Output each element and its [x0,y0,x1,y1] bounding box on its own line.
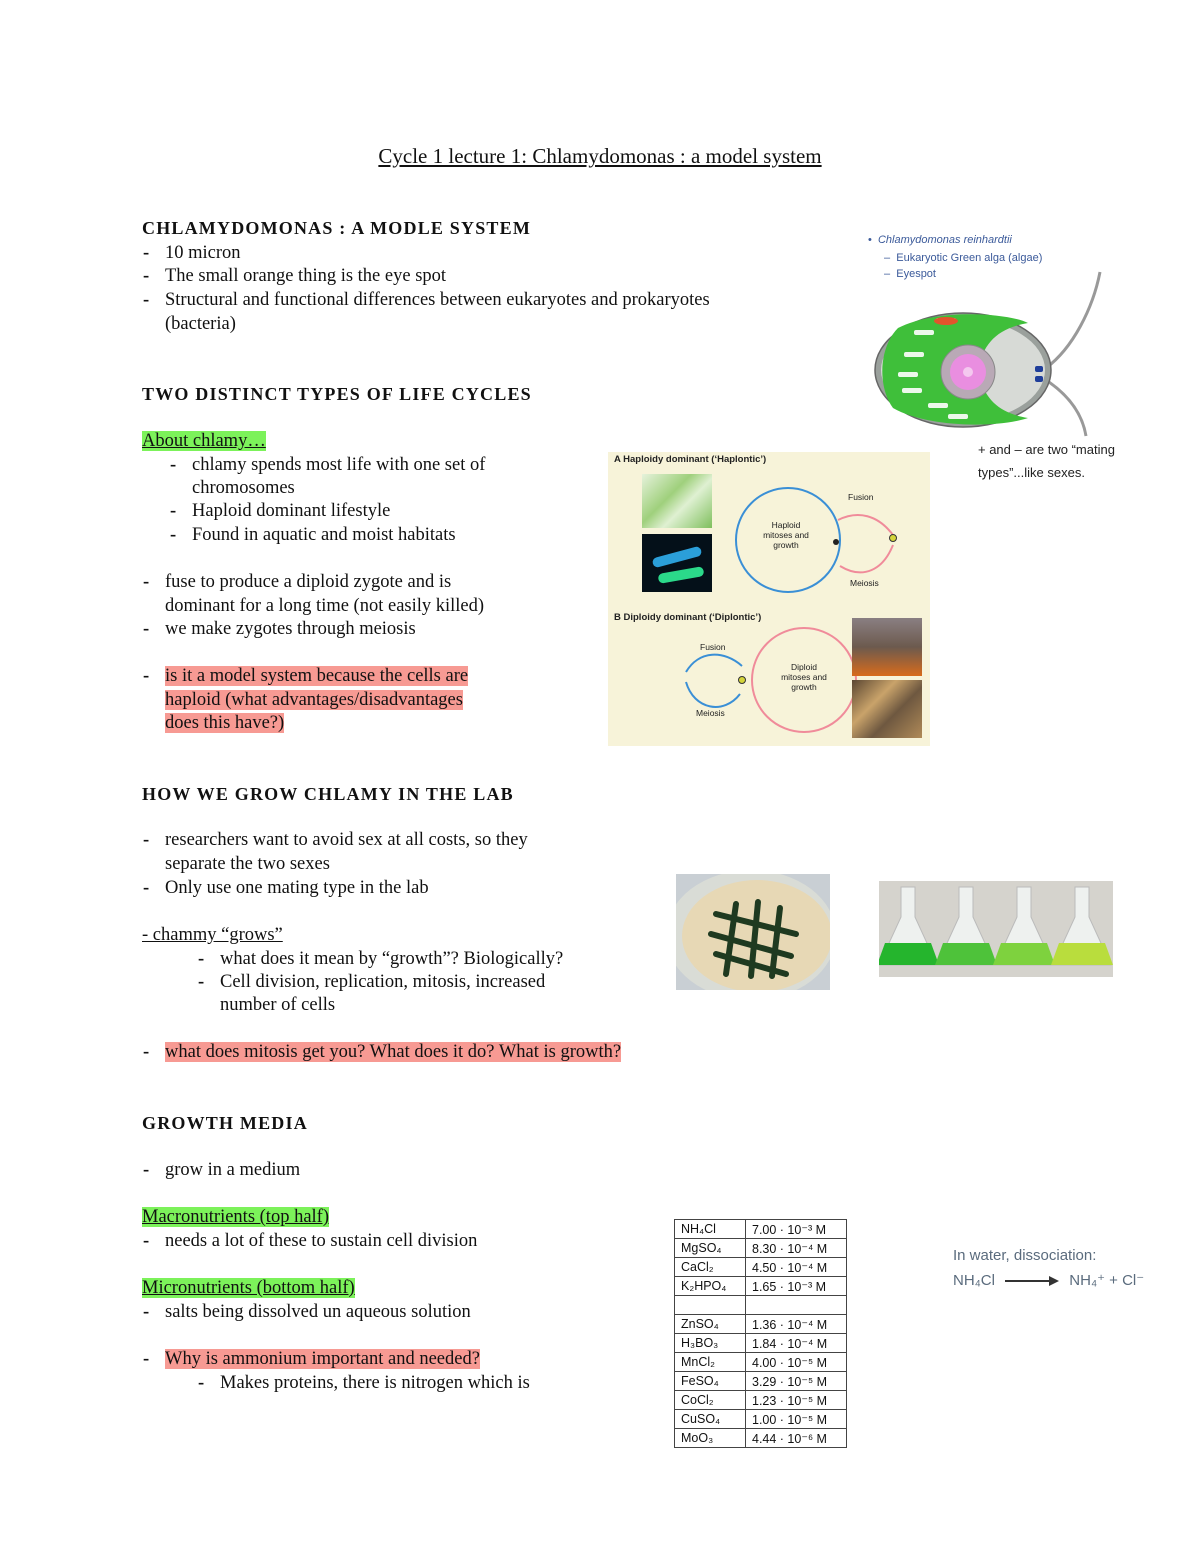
arrow-icon [1005,1273,1059,1290]
bullet-item: - grow in a medium [165,1159,300,1183]
question-highlight: haploid (what advantages/disadvantages [165,690,463,710]
section-heading-grow-chlamy: HOW WE GROW CHLAMY IN THE LAB [142,784,514,804]
sub-bullet-continuation: number of cells [220,995,336,1015]
question-highlight: does this have?) [165,713,285,733]
bullet-item: - Structural and functional differences between eukaryotes and prokaryotes [165,289,710,313]
diplontic-label: B Diploidy dominant (‘Diplontic’) [614,612,762,623]
dissociation-equation [953,1271,1144,1290]
sub-bullet: - Makes proteins, there is nitrogen which is [220,1372,530,1396]
compound-cell: H₃BO₃ [675,1334,746,1353]
compound-cell: K₂HPO₄ [675,1277,746,1296]
sub-bullet: - chlamy spends most life with one set of [192,454,485,478]
table-row [675,1372,847,1391]
table-row [675,1239,847,1258]
flasks-drawing [879,881,1113,977]
macronutrients-label: Macronutrients (top half) [142,1207,329,1227]
table-row [675,1353,847,1372]
diplontic-meiosis-label: Meiosis [696,708,725,718]
dissociation-reactant: NH₄Cl [953,1272,995,1289]
compound-cell: CoCl₂ [675,1391,746,1410]
table-row [675,1410,847,1429]
question-highlight: Why is ammonium important and needed? [165,1349,480,1369]
concentration-cell: 1.36 · 10⁻⁴ M [746,1315,847,1334]
concentration-cell: 7.00 · 10⁻³ M [746,1220,847,1239]
figure-chlamy-label-alga: – Eukaryotic Green alga (algae) [884,252,1043,264]
compound-cell [675,1296,746,1315]
chammy-grows-label: - chammy “grows” [142,925,283,945]
bullet-item: - Only use one mating type in the lab [165,877,429,901]
bullet-item: - 10 micron [165,242,241,266]
question-highlight: is it a model system because the cells are [165,666,469,686]
section-heading-life-cycles: TWO DISTINCT TYPES OF LIFE CYCLES [142,384,532,404]
concentration-cell [746,1296,847,1315]
table-row [675,1391,847,1410]
compound-cell: CuSO₄ [675,1410,746,1429]
compound-cell: NH₄Cl [675,1220,746,1239]
concentration-cell: 1.65 · 10⁻³ M [746,1277,847,1296]
compound-cell: MoO₃ [675,1429,746,1448]
bullet-item: - researchers want to avoid sex at all costs, so they [165,829,528,853]
table-row [675,1315,847,1334]
haplontic-fusion-label: Fusion [848,492,874,502]
table-row [675,1220,847,1239]
figure-chlamy-label-eyespot: – Eyespot [884,268,936,280]
leaves-photo [852,680,922,738]
sub-bullet: - what does it mean by “growth”? Biologically? [220,948,563,972]
haplontic-center-text: Haploid mitoses and growth [763,520,809,550]
diplontic-cycle-diagram [664,620,864,740]
question-highlight: what does mitosis get you? What does it do? What is growth? [165,1042,622,1062]
compound-cell: MgSO₄ [675,1239,746,1258]
petri-dish-photo [676,874,830,990]
dissociation-title: In water, dissociation: [953,1247,1097,1264]
bullet-continuation: separate the two sexes [165,854,330,874]
compound-cell: MnCl₂ [675,1353,746,1372]
dissociation-products: NH₄⁺ + Cl⁻ [1069,1272,1145,1289]
concentration-cell: 1.00 · 10⁻⁵ M [746,1410,847,1429]
section-heading-growth-media: GROWTH MEDIA [142,1113,308,1133]
page-title: Cycle 1 lecture 1: Chlamydomonas : a model system [378,144,822,168]
child-photo [852,618,922,676]
compound-cell: ZnSO₄ [675,1315,746,1334]
compound-cell: CaCl₂ [675,1258,746,1277]
haplontic-cycle-diagram [718,470,928,610]
bullet-item: - salts being dissolved un aqueous solution [165,1301,471,1325]
concentration-cell: 3.29 · 10⁻⁵ M [746,1372,847,1391]
life-cycle-figure [608,452,930,746]
figure-chlamy-label-species: • Chlamydomonas reinhardtii [868,234,1012,246]
micronutrients-label: Micronutrients (bottom half) [142,1278,355,1298]
table-row [675,1429,847,1448]
table-row [675,1258,847,1277]
bullet-item: - needs a lot of these to sustain cell division [165,1230,477,1254]
haplontic-label: A Haploidy dominant (‘Haplontic’) [614,454,767,465]
diplontic-fusion-label: Fusion [700,642,726,652]
fluorescence-photo [642,534,712,592]
bullet-continuation: (bacteria) [165,314,236,334]
sub-bullet: - Haploid dominant lifestyle [192,500,390,524]
bullet-item: - fuse to produce a diploid zygote and is [165,571,451,595]
sub-bullet-continuation: chromosomes [192,478,295,498]
bullet-continuation: dominant for a long time (not easily killed) [165,596,485,616]
haplontic-meiosis-label: Meiosis [850,578,879,588]
sub-bullet: - Found in aquatic and moist habitats [192,524,456,548]
concentration-cell: 1.23 · 10⁻⁵ M [746,1391,847,1410]
figure-chlamy-caption: + and – are two “mating types”...like sexes. [978,442,1115,480]
concentration-cell: 4.44 · 10⁻⁶ M [746,1429,847,1448]
table-row [675,1334,847,1353]
chlamydomonas-cell-diagram [868,268,1118,438]
table-row [675,1277,847,1296]
diplontic-center-text: Diploid mitoses and growth [781,662,827,692]
algae-photo [642,474,712,528]
table-row [675,1296,847,1315]
bullet-item: - we make zygotes through meiosis [165,618,416,642]
bullet-item: - The small orange thing is the eye spot [165,265,446,289]
concentration-cell: 4.00 · 10⁻⁵ M [746,1353,847,1372]
compound-cell: FeSO₄ [675,1372,746,1391]
about-chlamy-label: About chlamy… [142,431,266,451]
nutrient-table [674,1219,847,1448]
sub-bullet: - Cell division, replication, mitosis, increased [220,971,545,995]
concentration-cell: 1.84 · 10⁻⁴ M [746,1334,847,1353]
concentration-cell: 4.50 · 10⁻⁴ M [746,1258,847,1277]
concentration-cell: 8.30 · 10⁻⁴ M [746,1239,847,1258]
culture-flasks-photo [879,881,1113,977]
section-heading-model-system: CHLAMYDOMONAS : A MODLE SYSTEM [142,218,532,238]
streak-pattern [696,884,816,984]
